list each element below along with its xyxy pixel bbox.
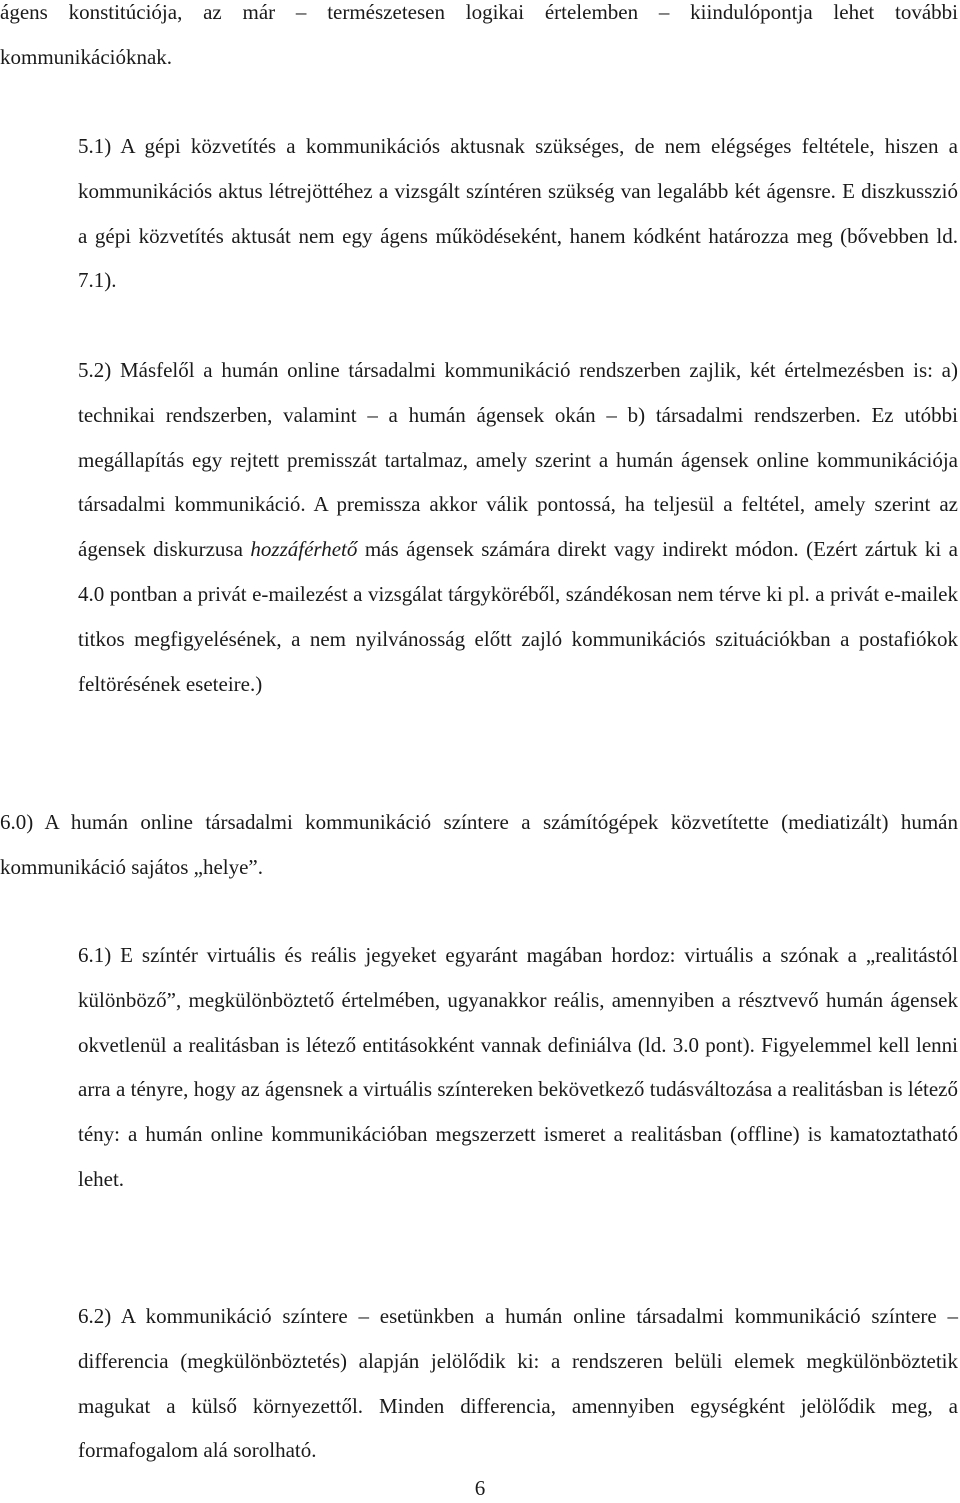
page-number: 6 [474, 1476, 486, 1500]
paragraph-5-2-text-after: más ágensek számára direkt vagy indirekt módon. (Ezért zártuk ki a 4.0 pontban a privát e-mailezést a vizsgálat tárgyköréből, szándékosan nem térve ki pl. a privát e-mailek titkos megfigyelésének, a nem nyilvánosság előtt zajló kommunikációs szituációkban a postafiókok feltörésének eseteire.) [78, 537, 958, 696]
emphasis-hozzaferheto: hozzáférhető [250, 537, 358, 562]
paragraph-6-2: 6.2) A kommunikáció színtere – esetünkben a humán online társadalmi kommunikáció színtere – differencia (megkülönböztetés) alapján jelölődik ki: a rendszeren belüli elemek megkülönböztetik magukat a külső környezettől. Minden differencia, amennyiben egységként jelölődik meg, a formafogalom alá sorolható. [78, 1304, 958, 1463]
paragraph-5-2-text-before: 5.2) Másfelől a humán online társadalmi kommunikáció rendszerben zajlik, két értelmezésben is: a) technikai rendszerben, valamint – a humán ágensek okán – b) társadalmi rendszerben. Ez utóbbi megállapítás egy rejtett premisszát tartalmaz, amely szerint a humán ágensek online kommunikációja társadalmi kommunikáció. A premissza akkor válik pontossá, ha teljesül a feltétel, amely szerint az ágensek diskurzusa [78, 358, 958, 562]
paragraph-5-2 [78, 348, 958, 706]
paragraph-6-1: 6.1) E színtér virtuális és reális jegyeket egyaránt magában hordoz: virtuális a szónak a „realitástól különböző”, megkülönböztető értelmében, ugyanakkor reális, amennyiben a résztvevő humán ágensek okvetlenül a realitásban is létező entitásokként vannak definiálva (ld. 3.0 pont). Figyelemmel kell lenni arra a tényre, hogy az ágensnek a virtuális színtereken bekövetkező tudásváltozása a realitásban is létező tény: a humán online kommunikációban megszerzett ismeret a realitásban (offline) is kamatoztatható lehet. [78, 943, 958, 1191]
paragraph-continuation: ágens konstitúciója, az már – természetesen logikai értelemben – kiindulópontja lehet további kommunikációknak. [0, 0, 958, 69]
paragraph-5-1: 5.1) A gépi közvetítés a kommunikációs aktusnak szükséges, de nem elégséges feltétele, hiszen a kommunikációs aktus létrejöttéhez a vizsgált színtéren szükség van legalább két ágensre. E diszkusszió a gépi közvetítés aktusát nem egy ágens működéseként, hanem kódként határozza meg (bővebben ld. 7.1). [78, 134, 958, 293]
paragraph-6-0: 6.0) A humán online társadalmi kommunikáció színtere a számítógépek közvetítette (mediatizált) humán kommunikáció sajátos „helye”. [0, 810, 958, 879]
